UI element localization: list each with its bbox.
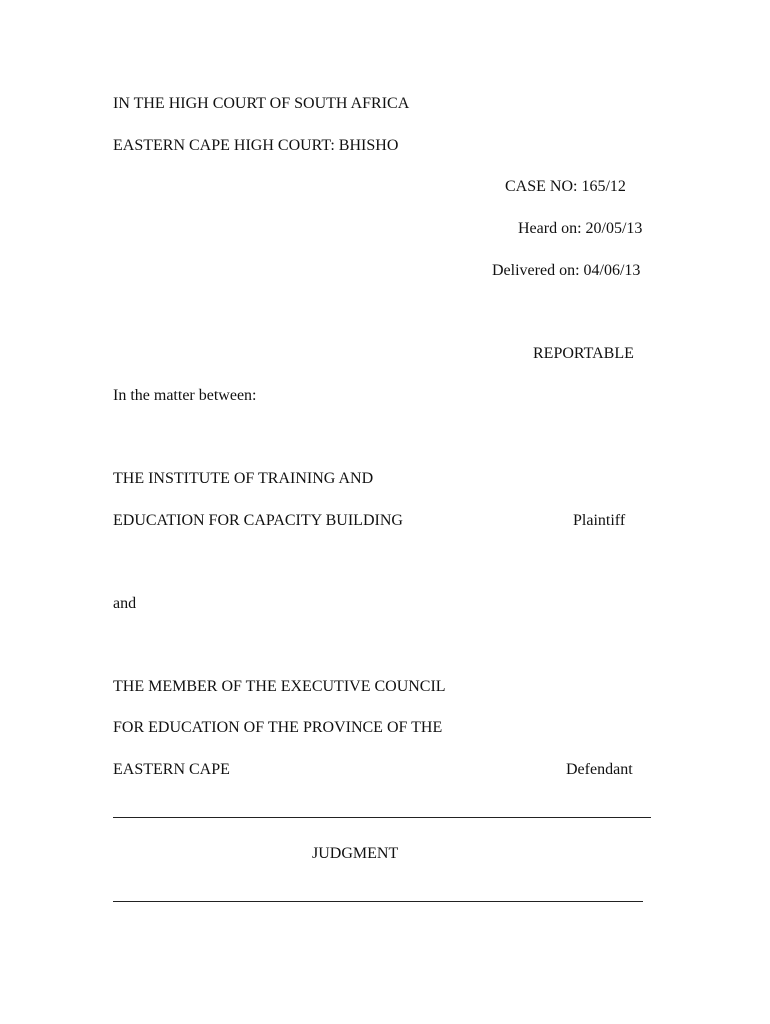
delivered-date: Delivered on: 04/06/13 (492, 262, 641, 279)
heard-date: Heard on: 20/05/13 (518, 220, 643, 237)
plaintiff-name-line1: THE INSTITUTE OF TRAINING AND (113, 470, 374, 487)
conjunction-and: and (113, 595, 137, 612)
case-number: CASE NO: 165/12 (505, 178, 626, 195)
judgment-heading: JUDGMENT (312, 845, 399, 862)
defendant-name-line3: EASTERN CAPE (113, 761, 230, 778)
divider-bottom (113, 901, 643, 902)
defendant-name-line2: FOR EDUCATION OF THE PROVINCE OF THE (113, 719, 443, 736)
matter-intro: In the matter between: (113, 387, 257, 404)
plaintiff-name-line2: EDUCATION FOR CAPACITY BUILDING (113, 512, 403, 529)
court-division: EASTERN CAPE HIGH COURT: BHISHO (113, 137, 399, 154)
court-name: IN THE HIGH COURT OF SOUTH AFRICA (113, 95, 410, 112)
plaintiff-role: Plaintiff (573, 512, 626, 529)
divider-top (113, 817, 651, 818)
defendant-name-line1: THE MEMBER OF THE EXECUTIVE COUNCIL (113, 678, 446, 695)
reportable-label: REPORTABLE (533, 345, 634, 362)
defendant-role: Defendant (566, 761, 633, 778)
